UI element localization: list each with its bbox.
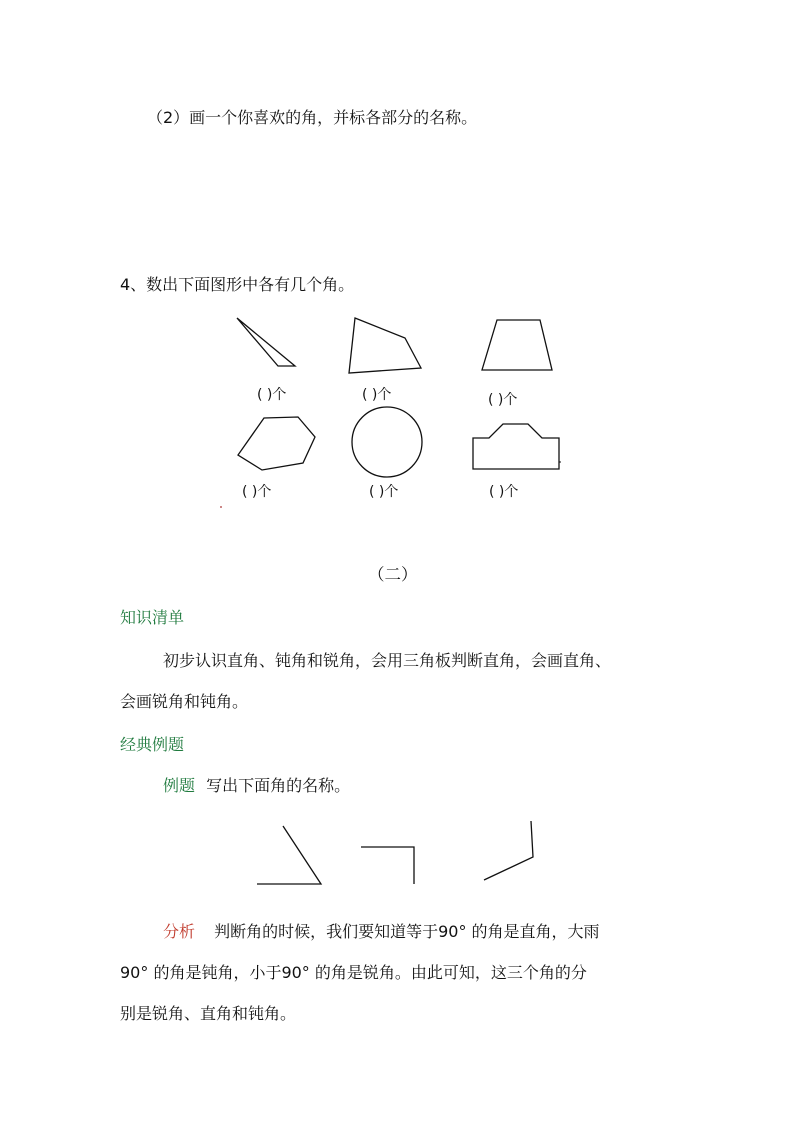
acute-angle (257, 826, 321, 884)
knowledge-line-1: 初步认识直角、钝角和锐角，会用三角板判断直角，会画直角、 (163, 651, 612, 670)
examples-heading: 经典例题 (120, 735, 185, 754)
analysis-label: 分析 (163, 922, 196, 941)
analysis-line-3: 别是锐角、直角和钝角。 (120, 1004, 297, 1023)
answer-blank[interactable]: ( )个 (242, 484, 272, 500)
answer-blank[interactable]: ( )个 (257, 387, 287, 403)
example-label: 例题 (163, 776, 196, 795)
answer-blank[interactable]: ( )个 (369, 484, 399, 500)
knowledge-heading: 知识清单 (120, 608, 185, 627)
answer-blank[interactable]: ( )个 (488, 392, 518, 408)
answer-blank[interactable]: ( )个 (362, 387, 392, 403)
q4-title: 4、数出下面图形中各有几个角。 (120, 275, 355, 294)
example-text: 写出下面角的名称。 (206, 776, 351, 795)
answer-blank[interactable]: ( )个 (489, 484, 519, 500)
knowledge-line-2: 会画锐角和钝角。 (120, 692, 249, 711)
analysis-line-1 (163, 922, 600, 942)
q2-instruction: （2）画一个你喜欢的角，并标各部分的名称。 (147, 108, 478, 127)
analysis-text-1: 判断角的时候，我们要知道等于90° 的角是直角，大雨 (214, 922, 600, 941)
analysis-line-2: 90° 的角是钝角，小于90° 的角是锐角。由此可知，这三个角的分 (120, 963, 587, 982)
obtuse-angle (484, 821, 533, 880)
right-angle (361, 847, 414, 884)
section-title: （二） (368, 565, 418, 584)
